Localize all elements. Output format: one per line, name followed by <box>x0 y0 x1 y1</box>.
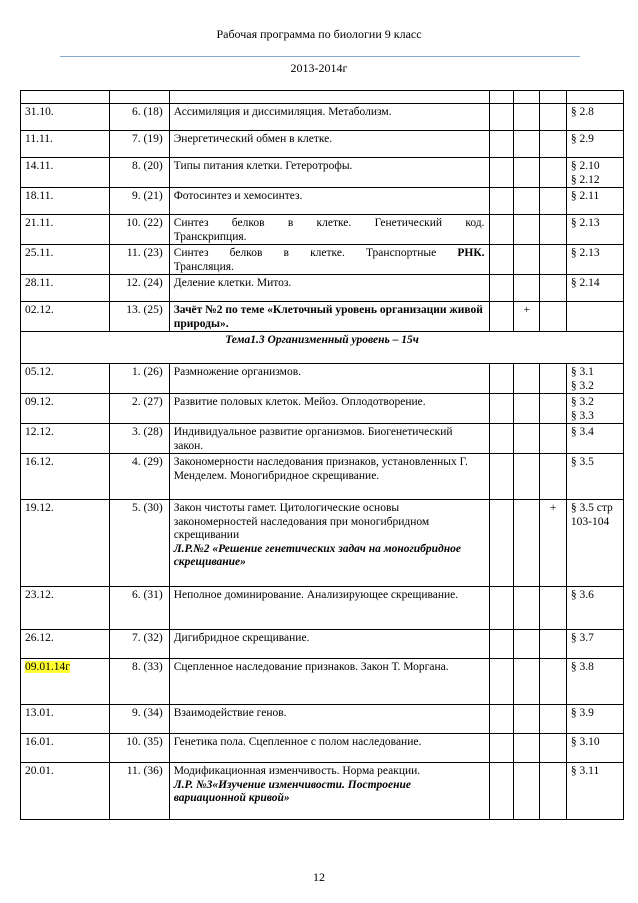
lesson-number-cell: 11. (36) <box>109 763 169 820</box>
topic-cell: Генетика пола. Сцепленное с полом наследование. <box>169 734 489 763</box>
reference-line: § 3.2 <box>570 379 594 392</box>
reference-cell: § 3.8 <box>566 659 623 705</box>
date-cell: 23.12. <box>21 587 110 630</box>
table-row <box>21 364 624 394</box>
reference-cell <box>566 364 623 394</box>
table-row <box>21 734 624 763</box>
lab-mark-cell: + <box>540 500 566 587</box>
topic-cell: Неполное доминирование. Анализирующее скрещивание. <box>169 587 489 630</box>
table-row <box>21 104 624 131</box>
table-header-row <box>21 91 624 104</box>
date-cell: 20.01. <box>21 763 110 820</box>
topic-text: Синтез белков в клетке. Транспортные <box>173 247 437 259</box>
date-cell: 16.12. <box>21 454 110 500</box>
date-cell: 05.12. <box>21 364 110 394</box>
lesson-number-cell: 7. (32) <box>109 630 169 659</box>
lesson-number-cell: 5. (30) <box>109 500 169 587</box>
date-cell: 25.11. <box>21 245 110 275</box>
topic-cell: Взаимодействие генов. <box>169 705 489 734</box>
lesson-number-cell: 10. (22) <box>109 215 169 245</box>
topic-cell: Развитие половых клеток. Мейоз. Оплодотворение. <box>169 394 489 424</box>
table-row <box>21 424 624 454</box>
reference-line: § 3.3 <box>570 409 594 422</box>
table-row <box>21 705 624 734</box>
reference-cell <box>566 394 623 424</box>
section-title: Тема1.3 Организменный уровень – 15ч <box>21 332 624 364</box>
date-cell: 16.01. <box>21 734 110 763</box>
lesson-number-cell: 6. (18) <box>109 104 169 131</box>
date-cell: 12.12. <box>21 424 110 454</box>
date-cell: 21.11. <box>21 215 110 245</box>
lesson-number-cell: 8. (33) <box>109 659 169 705</box>
lesson-number-cell: 6. (31) <box>109 587 169 630</box>
date-cell: 19.12. <box>21 500 110 587</box>
lesson-number-cell: 2. (27) <box>109 394 169 424</box>
lab-work-text: Л.Р.№2 «Решение генетических задач на моногибридное скрещивание» <box>173 542 461 568</box>
date-cell <box>21 659 110 705</box>
topic-bold-text: РНК. <box>457 247 485 259</box>
table-row <box>21 131 624 158</box>
reference-cell: § 3.10 <box>566 734 623 763</box>
reference-cell <box>566 158 623 188</box>
date-cell: 31.10. <box>21 104 110 131</box>
table-row <box>21 659 624 705</box>
reference-line: § 3.1 <box>570 366 594 378</box>
topic-cell: Закономерности наследования признаков, установленных Г. Менделем. Моногибридное скрещивание. <box>169 454 489 500</box>
topic-cell <box>169 763 489 820</box>
reference-cell: § 2.8 <box>566 104 623 131</box>
date-cell: 11.11. <box>21 131 110 158</box>
table-row <box>21 245 624 275</box>
topic-line: Транскрипция. <box>173 230 247 243</box>
topic-cell: Деление клетки. Митоз. <box>169 275 489 302</box>
reference-cell <box>566 302 623 332</box>
lesson-number-cell: 10. (35) <box>109 734 169 763</box>
table-row <box>21 500 624 587</box>
lesson-number-cell: 8. (20) <box>109 158 169 188</box>
topic-cell: Индивидуальное развитие организмов. Биогенетический закон. <box>169 424 489 454</box>
lesson-plan-table <box>20 90 624 820</box>
reference-cell: § 3.5 <box>566 454 623 500</box>
reference-cell: § 3.11 <box>566 763 623 820</box>
date-cell: 02.12. <box>21 302 110 332</box>
header-year: 2013-2014г <box>290 61 348 75</box>
table-row <box>21 302 624 332</box>
topic-cell: Типы питания клетки. Гетеротрофы. <box>169 158 489 188</box>
topic-text: Закон чистоты гамет. Цитологические основы закономерностей наследования при моногибридном скрещивании <box>173 502 430 541</box>
date-cell: 26.12. <box>21 630 110 659</box>
table-row <box>21 394 624 424</box>
topic-cell: Зачёт №2 по теме «Клеточный уровень организации живой природы». <box>169 302 489 332</box>
lab-work-text: Л.Р. №3«Изучение изменчивости. Построение вариационной кривой» <box>173 778 412 804</box>
reference-cell: § 2.9 <box>566 131 623 158</box>
header-divider <box>60 56 580 57</box>
lesson-number-cell: 12. (24) <box>109 275 169 302</box>
topic-cell: Дигибридное скрещивание. <box>169 630 489 659</box>
date-cell: 09.12. <box>21 394 110 424</box>
topic-cell <box>169 500 489 587</box>
topic-line: Трансляция. <box>173 260 234 273</box>
reference-line: § 3.2 <box>570 396 594 408</box>
topic-line <box>174 247 485 261</box>
lesson-number-cell: 4. (29) <box>109 454 169 500</box>
topic-cell: Фотосинтез и хемосинтез. <box>169 188 489 215</box>
reference-cell: § 2.11 <box>566 188 623 215</box>
lesson-number-cell: 3. (28) <box>109 424 169 454</box>
table-row <box>21 630 624 659</box>
date-cell: 13.01. <box>21 705 110 734</box>
page-number: 12 <box>313 870 325 884</box>
table-row <box>21 763 624 820</box>
reference-line: § 2.10 <box>570 160 600 172</box>
highlighted-date: 09.01.14г <box>25 661 70 673</box>
reference-cell: § 3.4 <box>566 424 623 454</box>
table-row <box>21 158 624 188</box>
test-mark-cell: + <box>513 302 539 332</box>
date-cell: 18.11. <box>21 188 110 215</box>
lesson-number-cell: 7. (19) <box>109 131 169 158</box>
table-row <box>21 275 624 302</box>
reference-cell: § 3.6 <box>566 587 623 630</box>
reference-cell: § 3.7 <box>566 630 623 659</box>
lesson-number-cell: 1. (26) <box>109 364 169 394</box>
header-title: Рабочая программа по биологии 9 класс <box>216 27 422 41</box>
topic-cell: Сцепленное наследование признаков. Закон Т. Моргана. <box>169 659 489 705</box>
topic-line: Синтез белков в клетке. Генетический код. <box>173 217 485 229</box>
topic-cell <box>169 245 489 275</box>
date-cell: 28.11. <box>21 275 110 302</box>
reference-cell: § 3.9 <box>566 705 623 734</box>
topic-cell: Ассимиляция и диссимиляция. Метаболизм. <box>169 104 489 131</box>
topic-cell: Энергетический обмен в клетке. <box>169 131 489 158</box>
topic-text: Модификационная изменчивость. Норма реакции. <box>173 765 421 777</box>
reference-cell: § 2.13 <box>566 245 623 275</box>
reference-line: § 2.12 <box>570 173 600 186</box>
reference-cell: § 2.14 <box>566 275 623 302</box>
section-row <box>21 332 624 364</box>
lesson-number-cell: 11. (23) <box>109 245 169 275</box>
date-cell: 14.11. <box>21 158 110 188</box>
lesson-number-cell: 9. (21) <box>109 188 169 215</box>
topic-cell: Размножение организмов. <box>169 364 489 394</box>
reference-cell: § 3.5 стр 103-104 <box>566 500 623 587</box>
lesson-number-cell: 9. (34) <box>109 705 169 734</box>
table-row <box>21 188 624 215</box>
table-row <box>21 587 624 630</box>
table-row <box>21 454 624 500</box>
lesson-number-cell: 13. (25) <box>109 302 169 332</box>
reference-cell: § 2.13 <box>566 215 623 245</box>
table-row <box>21 215 624 245</box>
topic-cell <box>169 215 489 245</box>
